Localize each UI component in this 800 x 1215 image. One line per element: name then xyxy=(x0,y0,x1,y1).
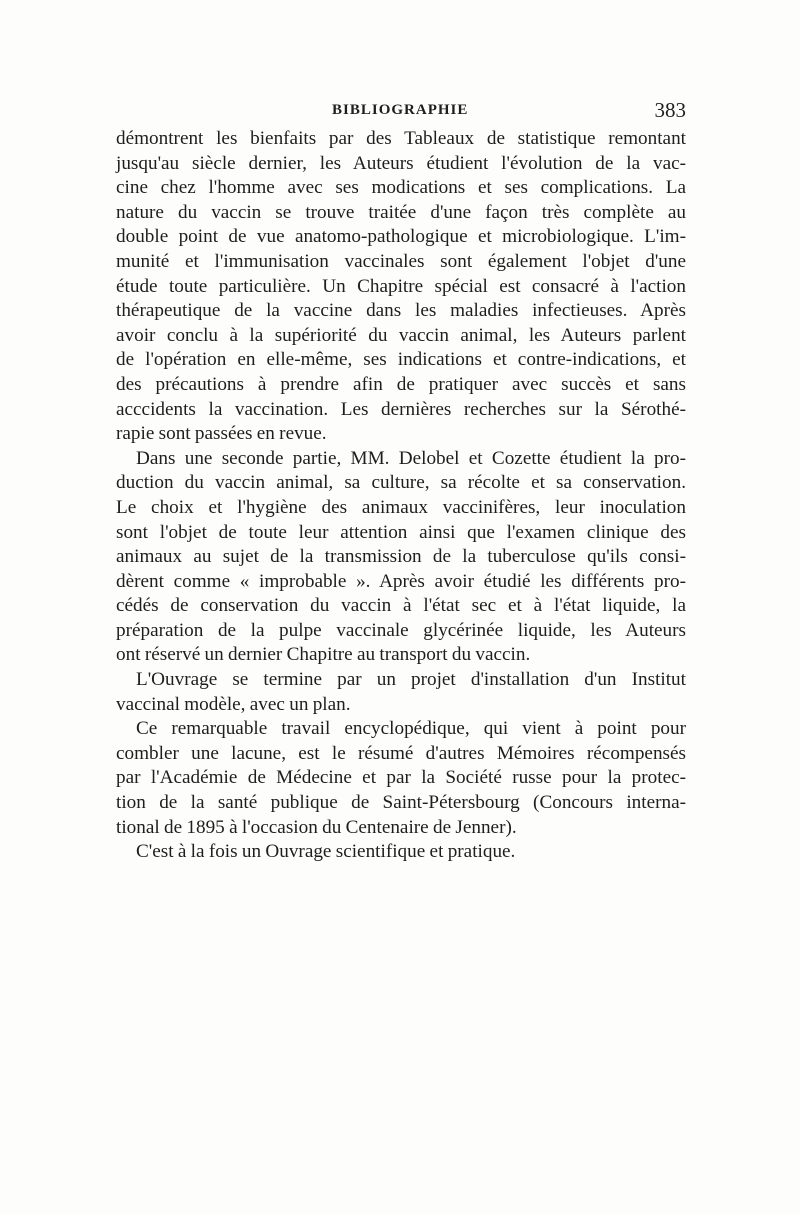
text-line: combler une lacune, est le résumé d'autres Mémoires récompensés xyxy=(116,742,686,764)
text-line: C'est à la fois un Ouvrage scientifique et pratique. xyxy=(136,841,516,863)
text-line: Dans une seconde partie, MM. Delobel et Cozette étudient la pro- xyxy=(136,447,686,469)
text-line: munité et l'immunisation vaccinales sont également l'objet d'une xyxy=(116,250,686,272)
text-line: des précautions à prendre afin de pratiquer avec succès et sans xyxy=(116,373,686,395)
text-line: Ce remarquable travail encyclopédique, qui vient à point pour xyxy=(136,718,686,740)
page-number: 383 xyxy=(654,98,686,122)
running-head: BIBLIOGRAPHIE xyxy=(332,102,469,118)
text-line: avoir conclu à la supériorité du vaccin animal, les Auteurs parlent xyxy=(116,324,686,346)
text-line: démontrent les bienfaits par des Tableaux de statistique remontant xyxy=(116,128,686,149)
text-line: cédés de conservation du vaccin à l'état sec et à l'état liquide, la xyxy=(116,595,686,617)
text-line: vaccinal modèle, avec un plan. xyxy=(116,693,351,715)
text-line: étude toute particulière. Un Chapitre spécial est consacré à l'action xyxy=(116,275,686,297)
text-line: préparation de la pulpe vaccinale glycérinée liquide, les Auteurs xyxy=(116,619,686,641)
text-line: dèrent comme « improbable ». Après avoir étudié les différents pro- xyxy=(116,570,686,592)
text-line: par l'Académie de Médecine et par la Société russe pour la protec- xyxy=(116,767,686,789)
text-line: de l'opération en elle-même, ses indications et contre-indications, et xyxy=(116,349,686,371)
text-line: Le choix et l'hygiène des animaux vaccinifères, leur inoculation xyxy=(116,496,686,518)
text-line: rapie sont passées en revue. xyxy=(116,423,327,445)
text-line: jusqu'au siècle dernier, les Auteurs étudient l'évolution de la vac- xyxy=(116,152,686,174)
paragraph-5 xyxy=(116,840,686,865)
paragraph-1 xyxy=(116,127,686,447)
text-line: ont réservé un dernier Chapitre au transport du vaccin. xyxy=(116,644,531,666)
text-line: double point de vue anatomo-pathologique et microbiologique. L'im- xyxy=(116,226,686,248)
text-line: nature du vaccin se trouve traitée d'une façon très complète au xyxy=(116,201,686,223)
text-line: tion de la santé publique de Saint-Pétersbourg (Concours interna- xyxy=(116,792,686,814)
text-line: animaux au sujet de la transmission de la tuberculose qu'ils consi- xyxy=(116,546,686,568)
text-line: L'Ouvrage se termine par un projet d'installation d'un Institut xyxy=(136,669,686,691)
text-line: duction du vaccin animal, sa culture, sa récolte et sa conservation. xyxy=(116,472,686,494)
text-line: sont l'objet de toute leur attention ainsi que l'examen clinique des xyxy=(116,521,686,543)
paragraph-2 xyxy=(116,447,686,668)
text-line: thérapeutique de la vaccine dans les maladies infectieuses. Après xyxy=(116,300,686,322)
body-text xyxy=(116,127,686,865)
text-line: acccidents la vaccination. Les dernières recherches sur la Sérothé- xyxy=(116,398,686,420)
text-line: tional de 1895 à l'occasion du Centenaire de Jenner). xyxy=(116,816,517,838)
paragraph-4 xyxy=(116,717,686,840)
page-header xyxy=(116,96,686,126)
text-line: cine chez l'homme avec ses modications et ses complications. La xyxy=(116,177,686,199)
paragraph-3 xyxy=(116,668,686,717)
